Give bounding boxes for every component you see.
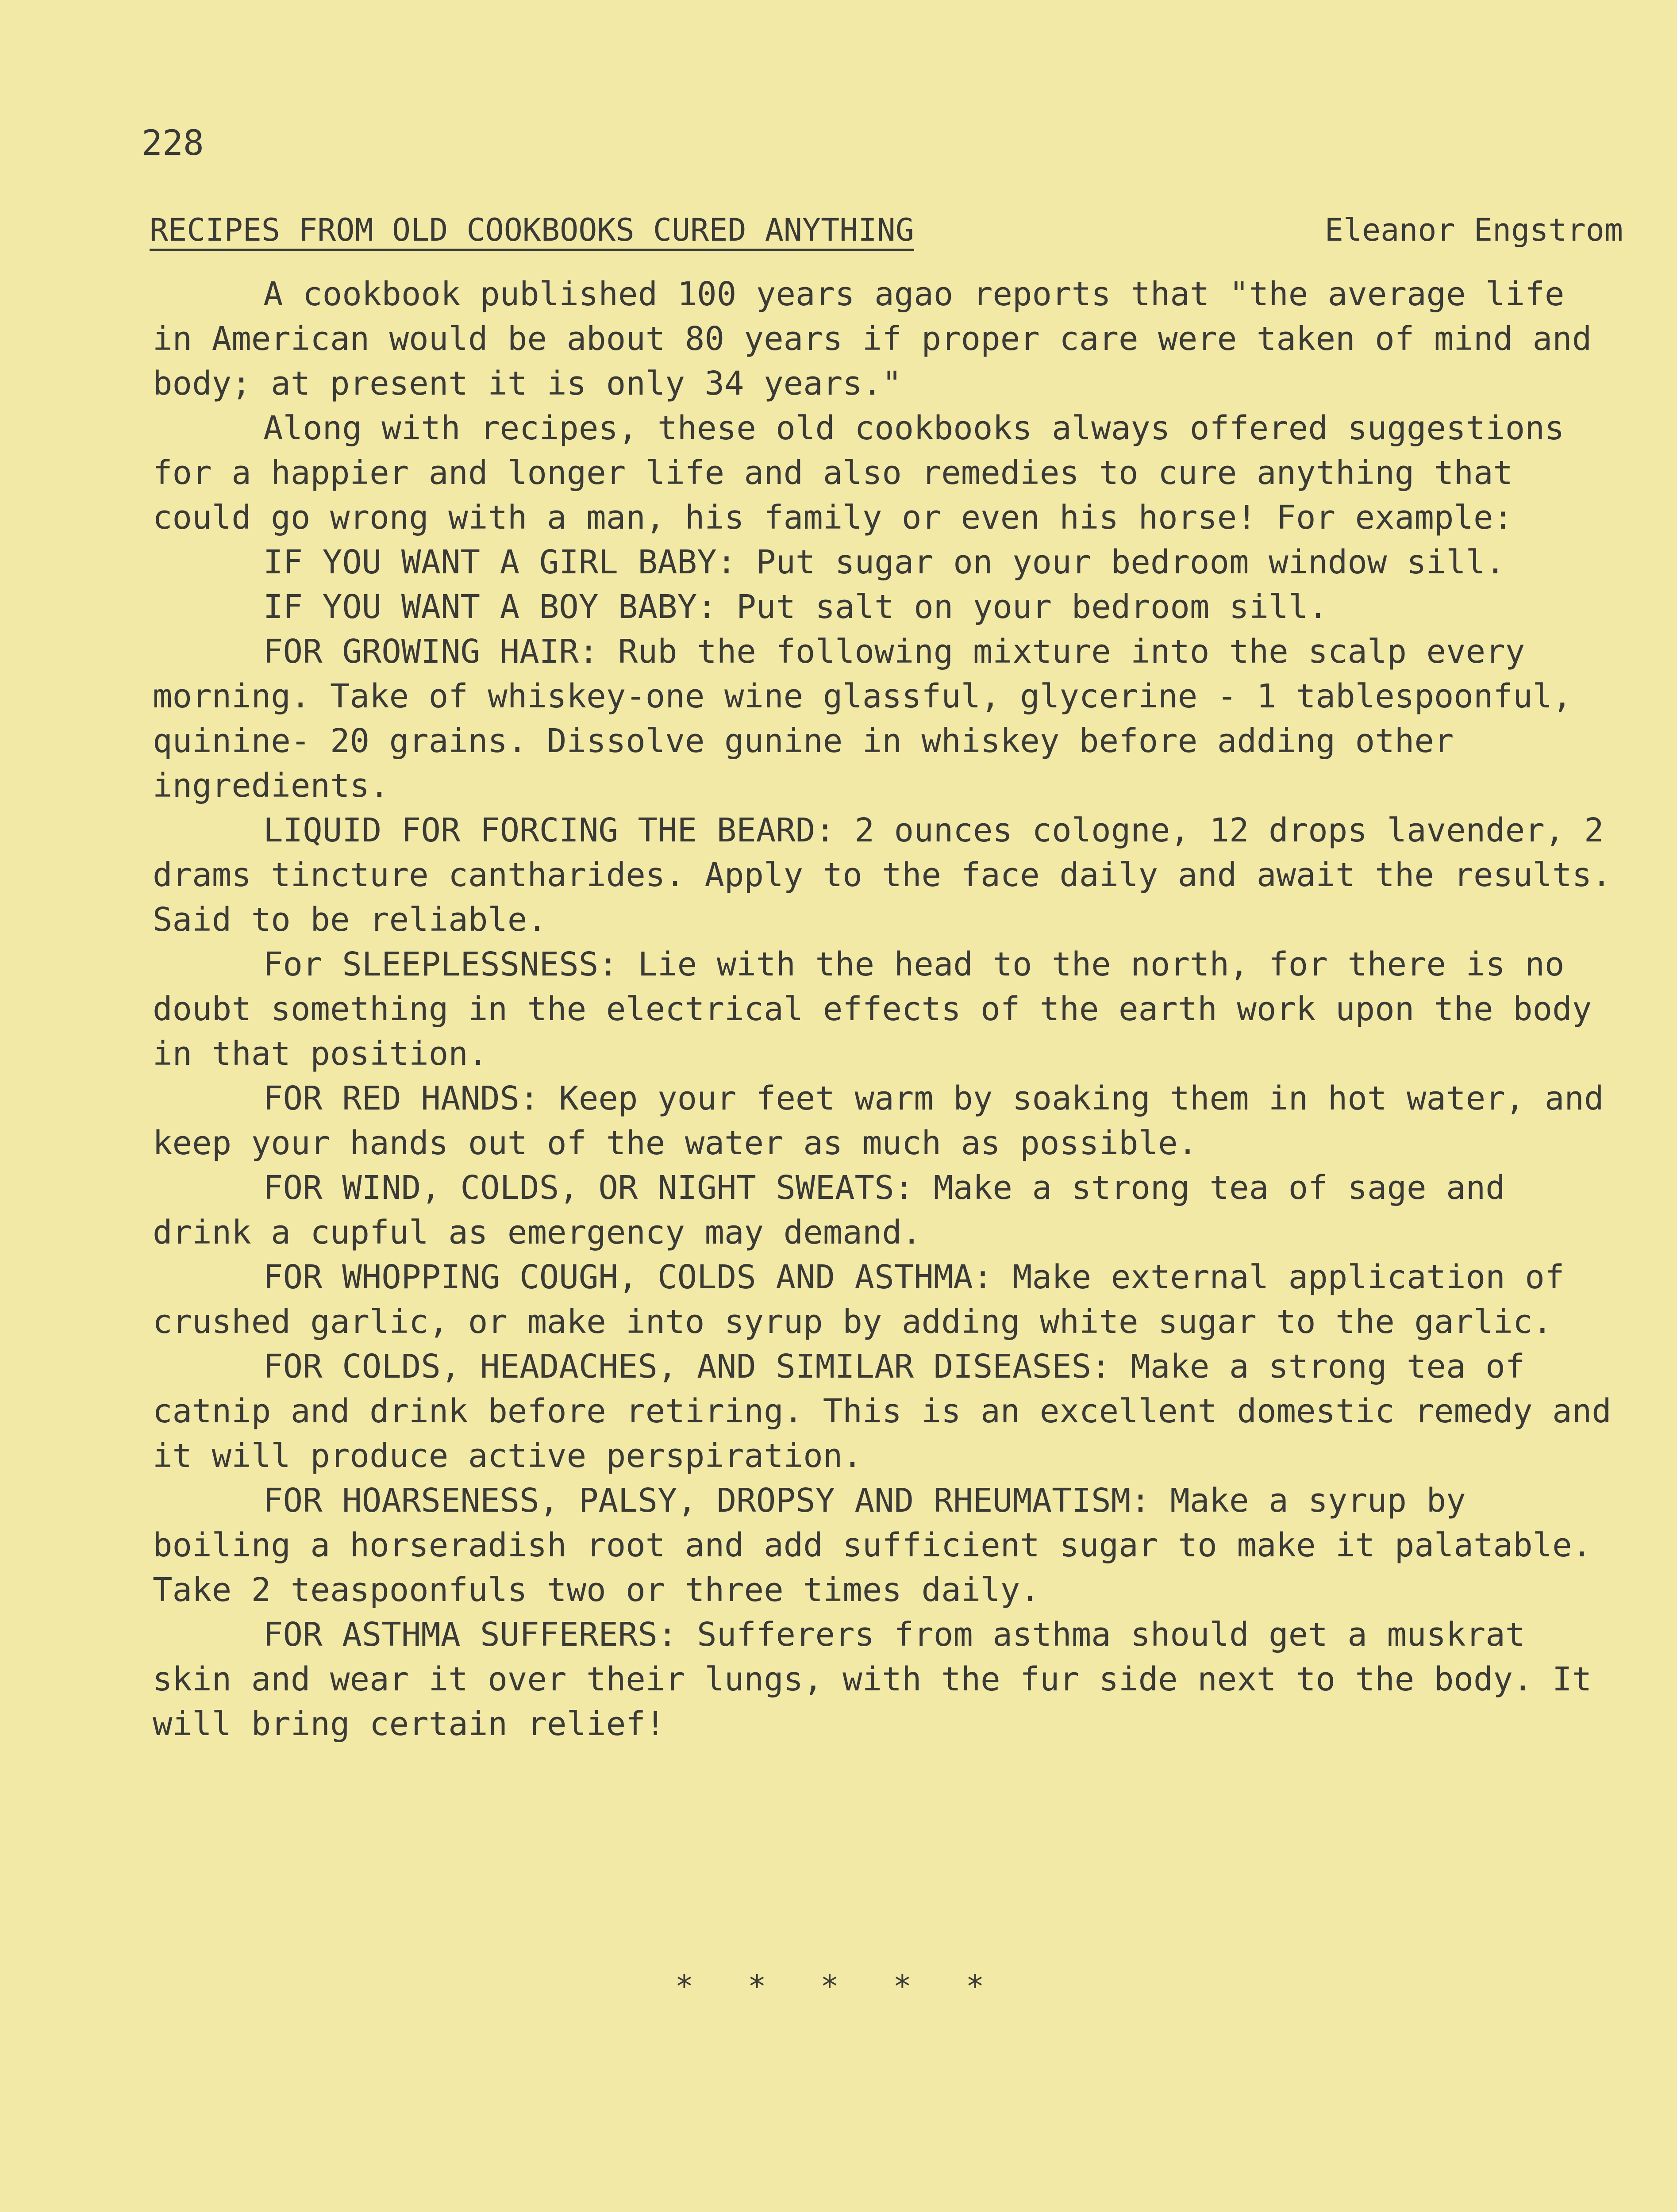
page-number: 228: [142, 123, 204, 163]
remedy-boy-baby: IF YOU WANT A BOY BABY: Put salt on your bedroom sill.: [263, 588, 1328, 626]
remedy-sleeplessness: For SLEEPLESSNESS: Lie with the head to the north, for there is no doubt something in the electrical effects of the earth work upon the body in that position.: [153, 945, 1592, 1073]
remedy-girl-baby: IF YOU WANT A GIRL BABY: Put sugar on your bedroom window sill.: [263, 543, 1505, 581]
remedy-red-hands: FOR RED HANDS: Keep your feet warm by soaking them in hot water, and keep your hands out of the water as much as possible.: [153, 1079, 1604, 1162]
remedy-hoarseness: FOR HOARSENESS, PALSY, DROPSY AND RHEUMATISM: Make a syrup by boiling a horseradish root and add sufficient sugar to make it palatable. Take 2 teaspoonfuls two or three times daily.: [153, 1482, 1592, 1609]
remedy-colds-headaches: FOR COLDS, HEADACHES, AND SIMILAR DISEASES: Make a strong tea of catnip and drink before retiring. This is an excellent domestic remedy and it will produce active perspiration.: [153, 1348, 1612, 1475]
article-header: [150, 208, 1623, 261]
remedy-forcing-beard: LIQUID FOR FORCING THE BEARD: 2 ounces cologne, 12 drops lavender, 2 drams tincture cantharides. Apply to the face daily and await the results. Said to be reliable.: [153, 811, 1612, 939]
paragraph-suggestions: Along with recipes, these old cookbooks always offered suggestions for a happier and longer life and also remedies to cure anything that could go wrong with a man, his family or even his horse! For example:: [153, 409, 1565, 537]
paragraph-intro: A cookbook published 100 years agao reports that "the average life in American would be about 80 years if proper care were taken of mind and body; at present it is only 34 years.": [153, 275, 1592, 403]
remedy-whooping-cough: FOR WHOPPING COUGH, COLDS AND ASTHMA: Make external application of crushed garlic, or make into syrup by adding white sugar to the garlic.: [153, 1258, 1565, 1341]
article-author: Eleanor Engstrom: [1324, 212, 1623, 248]
article-body: [153, 272, 1622, 1747]
section-separator: * * * * *: [675, 1968, 1002, 2005]
remedy-asthma: FOR ASTHMA SUFFERERS: Sufferers from asthma should get a muskrat skin and wear it over their lungs, with the fur side next to the body. It will bring certain relief!: [153, 1616, 1592, 1743]
remedy-growing-hair: FOR GROWING HAIR: Rub the following mixture into the scalp every morning. Take of whiskey-one wine glassful, glycerine - 1 tablespoonful, quinine- 20 grains. Dissolve gunine in whiskey before adding other ingredients.: [153, 633, 1572, 805]
article-title: RECIPES FROM OLD COOKBOOKS CURED ANYTHING: [150, 212, 914, 248]
remedy-night-sweats: FOR WIND, COLDS, OR NIGHT SWEATS: Make a strong tea of sage and drink a cupful as emergency may demand.: [153, 1169, 1505, 1252]
